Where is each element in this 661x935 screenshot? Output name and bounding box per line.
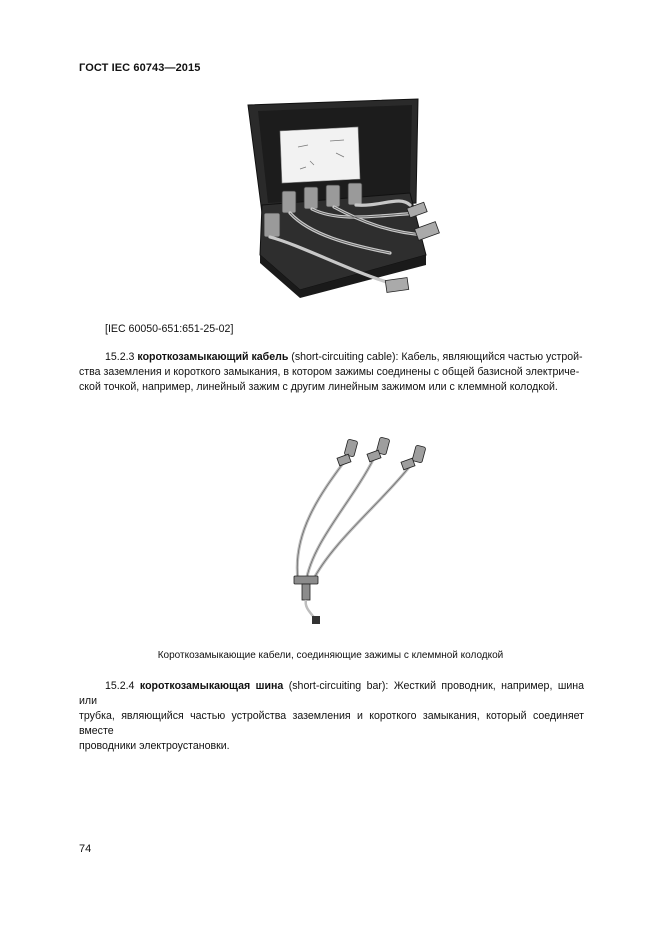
definition-line: трубка, являющийся частью устройства заземления и короткого замыкания, который соединяет вместе [79,710,584,737]
term: короткозамыкающая шина [139,680,284,692]
english-term: (short-circuiting cable): [291,351,399,363]
definition-line: Кабель, являющийся частью устрой- [401,351,583,363]
reference-citation: [IEC 60050-651:651-25-02] [105,323,234,335]
definition-line: ской точкой, например, линейный зажим с другим линейным зажимом или с клеммной колодкой. [79,381,558,393]
definition-line: Жесткий проводник, например, шина или [79,680,584,707]
definition-line: ства заземления и короткого замыкания, в котором зажимы соединены с общей базисной электриче- [79,366,580,378]
terminal-block [294,576,318,600]
instruction-sheet [280,127,360,183]
term: короткозамыкающий кабель [137,351,289,363]
document-header: ГОСТ IEC 60743—2015 [79,62,201,74]
definition-line: проводники электроустановки. [79,740,230,752]
grounding-kit-photo [240,95,452,300]
short-circuiting-cables-figure [282,432,442,627]
figure-caption: Короткозамыкающие кабели, соединяющие зажимы с клеммной колодкой [157,650,504,661]
definition-short-circuiting-bar [79,679,584,754]
section-number: 15.2.3 [105,351,135,363]
cable-lines [297,458,410,582]
section-number: 15.2.4 [105,680,135,692]
line-clamps [337,437,426,470]
english-term: (short-circuiting bar): [288,680,389,692]
definition-short-circuiting-cable [79,350,584,395]
page-number: 74 [79,843,92,855]
